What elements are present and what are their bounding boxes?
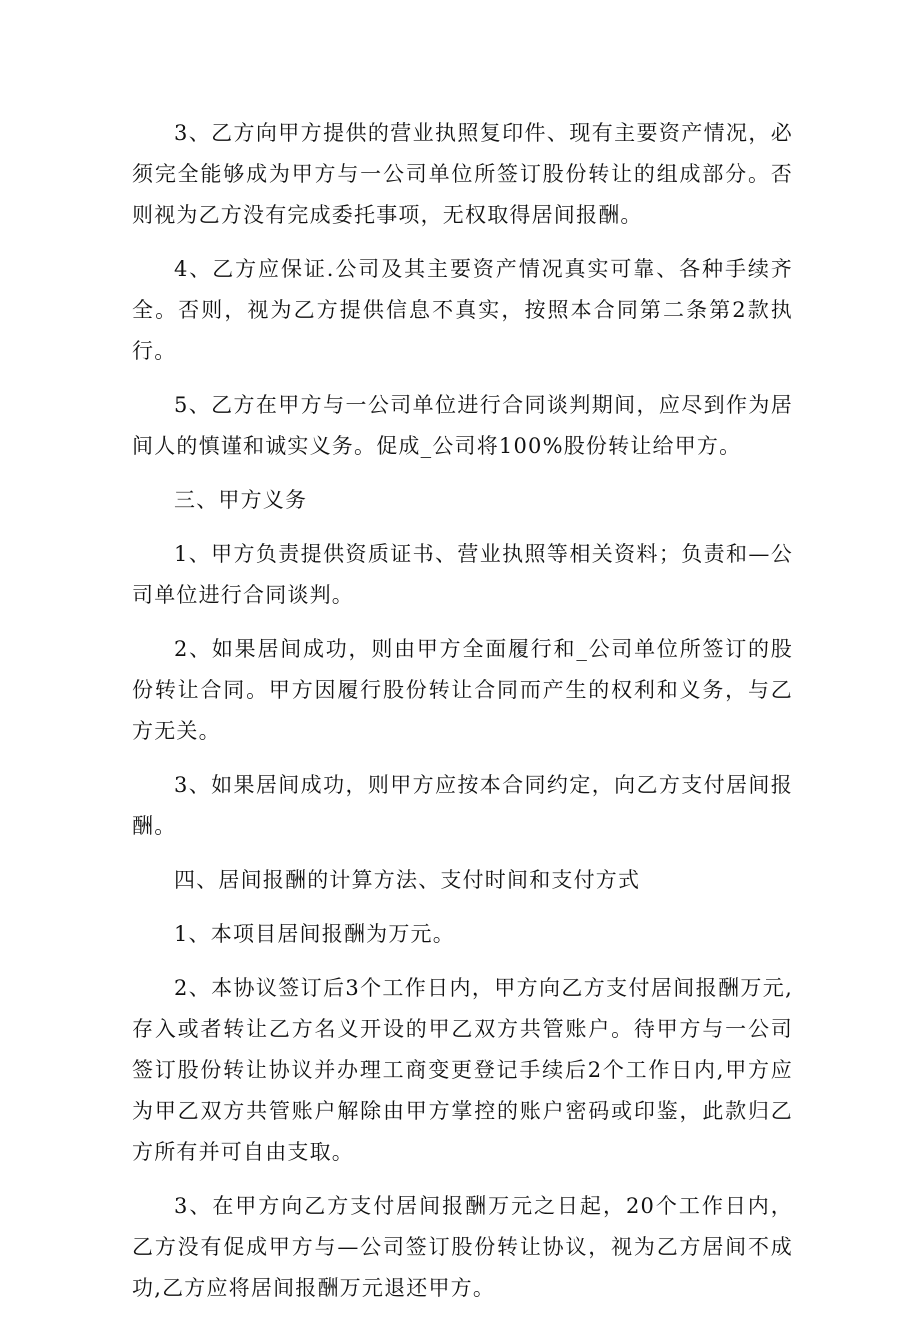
section-heading-party-a-obligations: 三、甲方义务: [174, 488, 308, 512]
paragraph-clause-5: 5、乙方在甲方与一公司单位进行合同谈判期间，应尽到作为居间人的慎谨和诚实义务。促成_公司将100%股份转让给甲方。: [132, 393, 793, 458]
section-heading-remuneration: 四、居间报酬的计算方法、支付时间和支付方式: [174, 868, 641, 892]
paragraph-party-a-1: 1、甲方负责提供资质证书、营业执照等相关资料；负责和—公司单位进行合同谈判。: [132, 542, 793, 607]
paragraph-remuneration-1: 1、本项目居间报酬为万元。: [174, 922, 455, 946]
paragraph-party-a-2: 2、如果居间成功，则由甲方全面履行和_公司单位所签订的股份转让合同。甲方因履行股份转让合同而产生的权利和义务，与乙方无关。: [132, 637, 793, 743]
paragraph-party-a-3: 3、如果居间成功，则甲方应按本合同约定，向乙方支付居间报酬。: [132, 773, 793, 838]
document-page: [132, 113, 793, 1322]
paragraph-clause-4: 4、乙方应保证.公司及其主要资产情况真实可靠、各种手续齐全。否则，视为乙方提供信息不真实，按照本合同第二条第2款执行。: [132, 257, 793, 363]
paragraph-remuneration-2: 2、本协议签订后3个工作日内，甲方向乙方支付居间报酬万元,存入或者转让乙方名义开设的甲乙双方共管账户。待甲方与一公司签订股份转让协议并办理工商变更登记手续后2个工作日内,甲方应为甲乙双方共管账户解除由甲方掌控的账户密码或印鉴，此款归乙方所有并可自由支取。: [132, 976, 793, 1164]
paragraph-remuneration-3: 3、在甲方向乙方支付居间报酬万元之日起，20个工作日内，乙方没有促成甲方与—公司签订股份转让协议，视为乙方居间不成功,乙方应将居间报酬万元退还甲方。: [132, 1194, 793, 1300]
paragraph-clause-3: 3、乙方向甲方提供的营业执照复印件、现有主要资产情况，必须完全能够成为甲方与一公司单位所签订股份转让的组成部分。否则视为乙方没有完成委托事项，无权取得居间报酬。: [132, 121, 793, 227]
